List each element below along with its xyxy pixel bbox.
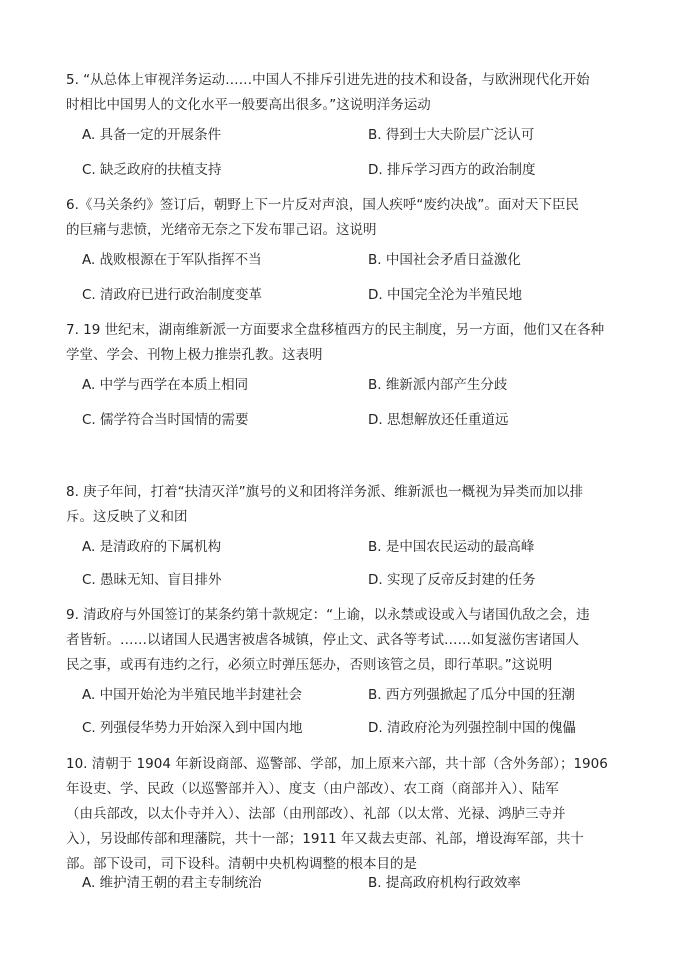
- option-a: A. 中学与西学在本质上相同: [82, 377, 249, 393]
- question-stem-line: 民之事，或再有违约之行，必须立时弹压惩办，否则该管之员，即行革职。”这说明: [66, 657, 553, 673]
- question-stem-line: 斥。这反映了义和团: [66, 509, 188, 525]
- question-stem-line: 部。部下设司，司下设科。清朝中央机构调整的根本目的是: [66, 856, 417, 872]
- option-d: D. 清政府沦为列强控制中国的傀儡: [368, 720, 576, 736]
- option-b: B. 得到士大夫阶层广泛认可: [368, 127, 535, 143]
- option-row: [82, 568, 642, 593]
- option-d: D. 排斥学习西方的政治制度: [368, 162, 536, 178]
- option-b: B. 西方列强掀起了瓜分中国的狂潮: [368, 687, 575, 703]
- question-stem-line: 10. 清朝于 1904 年新设商部、巡警部、学部，加上原来六部，共十部（含外务部）；1906: [66, 756, 608, 772]
- question-stem-line: 学堂、学会、刊物上极力推崇孔教。这表明: [66, 347, 323, 363]
- question-7: [66, 318, 622, 368]
- question-9: [66, 603, 622, 678]
- option-c: C. 清政府已进行政治制度变革: [82, 287, 263, 303]
- option-c: C. 缺乏政府的扶植支持: [82, 162, 222, 178]
- question-6: [66, 193, 622, 243]
- option-row: [82, 408, 642, 433]
- option-b: B. 维新派内部产生分歧: [368, 377, 508, 393]
- option-row: [82, 871, 642, 896]
- question-stem-line: 时相比中国男人的文化水平一般要高出很多。”这说明洋务运动: [66, 97, 431, 113]
- option-b: B. 提高政府机构行政效率: [368, 875, 521, 891]
- question-stem-line: 7. 19 世纪末，湖南维新派一方面要求全盘移植西方的民主制度，另一方面，他们又在各种: [66, 322, 605, 338]
- question-stem-line: 8. 庚子年间，打着“扶清灭洋”旗号的义和团将洋务派、维新派也一概视为异类而加以排: [66, 484, 584, 500]
- question-stem-line: 9. 清政府与外国签订的某条约第十款规定：“上谕，以永禁或设或入与诸国仇敌之会，违: [66, 607, 590, 623]
- option-row: [82, 123, 642, 148]
- option-row: [82, 248, 642, 273]
- question-8: [66, 480, 622, 530]
- option-a: A. 战败根源在于军队指挥不当: [82, 252, 262, 268]
- question-stem-line: 的巨痛与悲愤，光绪帝无奈之下发布罪己诏。这说明: [66, 222, 377, 238]
- question-stem-line: 者皆斩。……以诸国人民遇害被虐各城镇，停止文、武各等考试……如复滋伤害诸国人: [66, 632, 579, 648]
- option-a: A. 是清政府的下属机构: [82, 539, 222, 555]
- option-d: D. 中国完全沦为半殖民地: [368, 287, 522, 303]
- option-b: B. 中国社会矛盾日益激化: [368, 252, 521, 268]
- option-a: A. 具备一定的开展条件: [82, 127, 222, 143]
- option-row: [82, 158, 642, 183]
- question-stem-line: 年设吏、学、民政（以巡警部并入）、度支（由户部改）、农工商（商部并入）、陆军: [66, 781, 559, 797]
- option-row: [82, 535, 642, 560]
- option-row: [82, 716, 642, 741]
- option-row: [82, 373, 642, 398]
- option-c: C. 愚昧无知、盲目排外: [82, 572, 222, 588]
- option-d: D. 思想解放还任重道远: [368, 412, 509, 428]
- option-c: C. 儒学符合当时国情的需要: [82, 412, 249, 428]
- option-b: B. 是中国农民运动的最高峰: [368, 539, 535, 555]
- option-row: [82, 683, 642, 708]
- option-a: A. 中国开始沦为半殖民地半封建社会: [82, 687, 303, 703]
- option-row: [82, 283, 642, 308]
- question-stem-line: （由兵部改，以太仆寺并入）、法部（由刑部改）、礼部（以太常、光禄、鸿胪三寺并: [66, 806, 566, 822]
- option-a: A. 维护清王朝的君主专制统治: [82, 875, 262, 891]
- question-stem-line: 入），另设邮传部和理藩院，共十一部；1911 年又裁去吏部、礼部，增设海军部，共十: [66, 831, 584, 847]
- option-d: D. 实现了反帝反封建的任务: [368, 572, 536, 588]
- option-c: C. 列强侵华势力开始深入到中国内地: [82, 720, 303, 736]
- question-10: [66, 752, 622, 877]
- question-stem-line: 6.《马关条约》签订后，朝野上下一片反对声浪，国人疾呼“废约决战”。面对天下臣民: [66, 197, 579, 213]
- question-5: [66, 68, 622, 118]
- question-stem-line: 5. “从总体上审视洋务运动……中国人不排斥引进先进的技术和设备，与欧洲现代化开始: [66, 72, 590, 88]
